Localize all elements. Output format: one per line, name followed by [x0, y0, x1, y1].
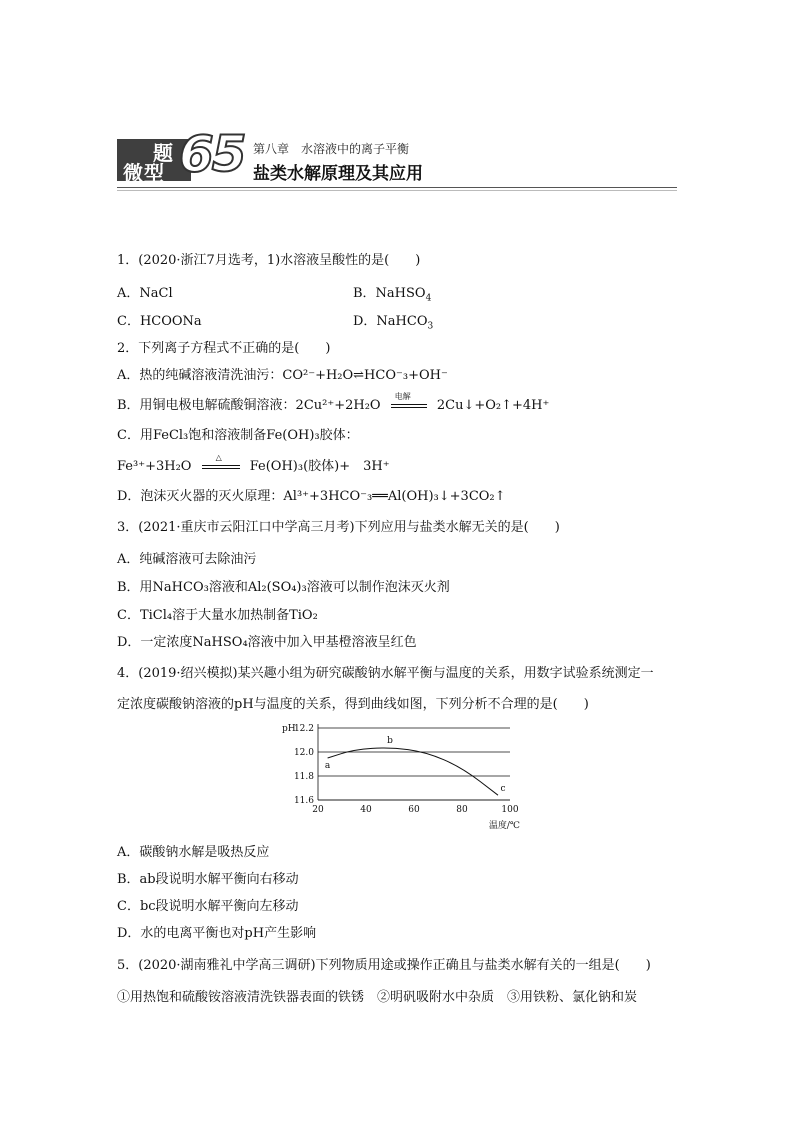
q2-option-d: D．泡沫灭火器的灭火原理：Al³⁺+3HCO⁻₃══Al(OH)₃↓+3CO₂↑	[117, 489, 506, 504]
badge-char-weixing: 微型	[123, 161, 165, 185]
q3-option-c: C．TiCl₄溶于大量水加热制备TiO₂	[117, 608, 318, 623]
ph-temperature-chart	[270, 716, 530, 836]
q2-heat-double-line	[202, 465, 240, 469]
point-label-c: c	[500, 784, 506, 795]
q4-stem-line1: 4．(2019·绍兴模拟)某兴趣小组为研究碳酸钠水解平衡与温度的关系，用数字试验系统测定一	[117, 666, 654, 681]
ph-curve	[328, 748, 498, 795]
topic-title: 盐类水解原理及其应用	[253, 164, 423, 184]
q3-option-a: A．纯碱溶液可去除油污	[117, 552, 257, 567]
q5-line2: ①用热饱和硫酸铵溶液清洗铁器表面的铁锈 ②明矾吸附水中杂质 ③用铁粉、氯化钠和炭	[117, 990, 638, 1005]
chart-grid	[318, 728, 510, 800]
header-divider	[117, 187, 677, 188]
x-tick-label-3: 80	[456, 805, 468, 815]
q2-option-c: C．用FeCl₃饱和溶液制备Fe(OH)₃胶体：	[117, 428, 359, 443]
x-tick-label-1: 40	[360, 805, 372, 815]
q2-double-line	[391, 404, 427, 408]
q5-stem: 5．(2020·湖南雅礼中学高三调研)下列物质用途或操作正确且与盐类水解有关的一组是( )	[117, 958, 651, 973]
point-label-a: a	[324, 761, 331, 771]
header-divider-light	[117, 190, 677, 191]
q1-option-c: C．HCOONa	[117, 314, 202, 329]
badge-number: 65	[179, 125, 245, 183]
x-tick-label-0: 20	[312, 805, 324, 815]
q2-option-a: A．热的纯碱溶液清洗油污：CO²⁻+H₂O⇌HCO⁻₃+OH⁻	[117, 368, 448, 383]
chart-x-ticks	[312, 805, 519, 815]
q1-option-d-text: D．NaHCO	[353, 314, 428, 329]
topic-badge	[117, 125, 245, 185]
q4-option-b: B．ab段说明水解平衡向右移动	[117, 872, 299, 887]
q1-option-d-sub: 3	[427, 321, 434, 332]
q3-option-b: B．用NaHCO₃溶液和Al₂(SO₄)₃溶液可以制作泡沫灭火剂	[117, 580, 450, 595]
chart-axes	[318, 724, 510, 800]
q2-option-b-right: 2Cu↓+O₂↑+4H⁺	[436, 398, 550, 413]
chapter-title: 第八章 水溶液中的离子平衡	[253, 142, 410, 156]
chart-point-labels	[325, 736, 506, 794]
y-tick-label-3: 12.2	[293, 724, 314, 734]
q3-stem: 3．(2021·重庆市云阳江口中学高三月考)下列应用与盐类水解无关的是( )	[117, 520, 560, 535]
q1-option-b-text: B．NaHSO	[353, 286, 426, 301]
q1-option-b	[353, 282, 431, 304]
q2-electrolysis-label: 电解	[394, 391, 411, 401]
x-tick-label-4: 100	[501, 805, 519, 815]
q4-option-a: A．碳酸钠水解是吸热反应	[117, 845, 270, 860]
q1-option-a: A．NaCl	[117, 286, 173, 301]
q1-option-b-sub: 4	[425, 293, 432, 304]
q3-option-d: D．一定浓度NaHSO₄溶液中加入甲基橙溶液呈红色	[117, 635, 417, 650]
x-axis-label: 温度/℃	[488, 821, 520, 831]
q4-stem-line2: 定浓度碳酸钠溶液的pH与温度的关系，得到曲线如图，下列分析不合理的是( )	[117, 697, 589, 712]
q2-electrolysis-arrow	[391, 391, 427, 408]
q2-c-eq-left: Fe³⁺+3H₂O	[117, 459, 192, 474]
q2-c-eq-right: Fe(OH)₃(胶体)+ 3H⁺	[249, 459, 390, 474]
y-axis-label: pH	[282, 724, 296, 734]
q2-option-c-equation	[117, 452, 390, 474]
q1-option-d	[353, 310, 433, 332]
badge-char-ti: 题	[153, 141, 173, 165]
chart-y-ticks	[294, 724, 314, 806]
q2-option-b	[117, 391, 550, 413]
q2-option-b-left: B．用铜电极电解硫酸铜溶液：2Cu²⁺+2H₂O	[117, 398, 381, 413]
q4-option-c: C．bc段说明水解平衡向左移动	[117, 899, 299, 914]
y-tick-label-1: 11.8	[293, 772, 314, 782]
q2-heat-label: △	[215, 452, 222, 462]
q1-stem: 1．(2020·浙江7月选考，1)水溶液呈酸性的是( )	[117, 253, 421, 268]
q4-option-d: D．水的电离平衡也对pH产生影响	[117, 926, 317, 941]
y-tick-label-2: 12.0	[293, 748, 314, 758]
y-tick-label-0: 11.6	[293, 796, 314, 806]
q2-stem: 2．下列离子方程式不正确的是( )	[117, 341, 331, 356]
page-header	[117, 125, 677, 190]
x-tick-label-2: 60	[408, 805, 420, 815]
point-label-b: b	[387, 736, 393, 747]
q2-heat-arrow	[202, 452, 240, 469]
